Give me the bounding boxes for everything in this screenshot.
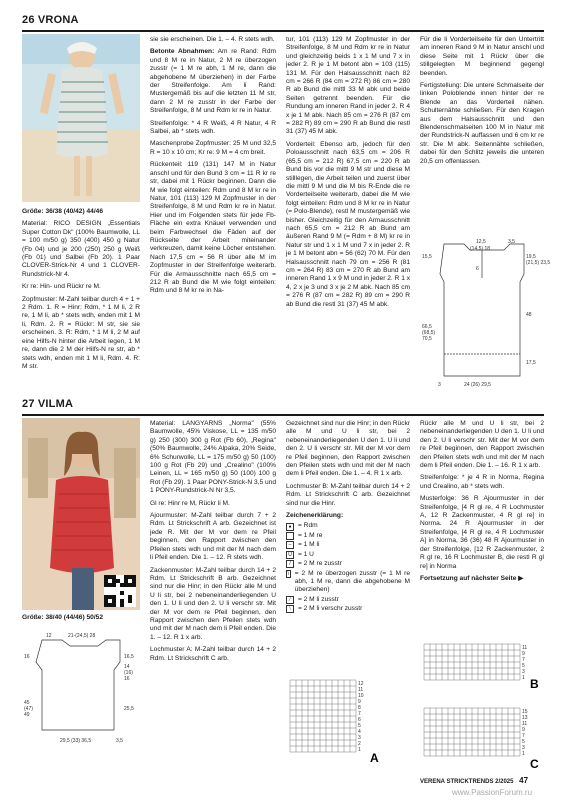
chart-row-number: 12 — [358, 681, 364, 687]
legend-item — [286, 522, 410, 530]
dim-25-5: 25,5 — [124, 706, 134, 712]
dim-48: 48 — [526, 312, 532, 318]
dim-16-left: 16 — [24, 654, 30, 660]
chart-row-number: 9 — [522, 651, 525, 657]
fertigstellung-vrona: Fertigstellung: Die untere Schmalseite der linken Poloblende innen hinter der re Blende an das Vorderteil nähen. Schulternähte schließen. Für den Kragen aus dem Halsausschnitt und den Blendenschmalseiten 100 M in Natur mit der Rundstrick-N auffassen und 6 cm kr re str. Die M abk. Seitennähte schließen, dabei für den Schlitz jeweils die unteren 20,5 cm offenlassen. — [420, 82, 544, 165]
dim-29-5-36-5: 29,5 (33) 36,5 — [60, 738, 92, 744]
col4-intro: Für die li Vorderteilseite für den Untertritt am inneren Rand 9 M in Natur anschl und diese Seite mit 1 Rückr über die stillgelegten M beginnend gegengl beenden. — [420, 36, 544, 77]
chart-row-number: 11 — [522, 645, 528, 651]
column-3-bottom — [286, 420, 410, 615]
dim-17-5: 17,5 — [526, 360, 536, 366]
legend-item — [286, 532, 410, 540]
column-4-bottom — [420, 420, 544, 587]
chart-row-number: 2 — [358, 741, 361, 747]
column-2-top — [150, 36, 276, 300]
dim-12: 12 — [46, 633, 52, 639]
maschenprobe-vrona: Maschenprobe Zopfmuster: 25 M und 32,5 R = 10 x 10 cm; Kr re: 9 M = 4 cm breit. — [150, 140, 276, 156]
section-rule-2 — [22, 414, 544, 416]
chart-row-number: 11 — [522, 721, 528, 727]
legend-item — [286, 560, 410, 568]
lochmuster-a-vilma: Lochmuster A: M-Zahl teilbar durch 14 + 2 Rdm. Lt Strickschrift C arb. — [150, 646, 276, 662]
chart-row-number: 3 — [522, 745, 525, 751]
rdm-symbol-icon: ● — [286, 523, 294, 531]
dim-21-28: 21-(24,5) 28 — [68, 633, 96, 639]
betonte-abnahmen — [150, 48, 276, 115]
chart-row-number: 8 — [358, 705, 361, 711]
legend-title: Zeichenerklärung: — [286, 512, 344, 520]
dim-24-26-29-5: 24 (26) 29,5 — [464, 382, 491, 388]
footer-text: VERENA STRICKTRENDS 2/2025 — [420, 779, 514, 785]
section-title-vilma: 27 VILMA — [22, 398, 74, 410]
chart-row-number: 7 — [358, 711, 361, 717]
chart-row-number: 9 — [522, 727, 525, 733]
chart-row-number: 3 — [358, 735, 361, 741]
chart-row-number: 5 — [358, 723, 361, 729]
dim-3-5-b: 3,5 — [116, 738, 123, 744]
dim-66-5: 66,5 — [422, 324, 432, 330]
p2tog-tbl-symbol-icon: ⧵ — [286, 605, 294, 613]
qr-code — [104, 575, 136, 607]
p2tog-symbol-icon: ⁄ — [286, 596, 294, 604]
dim-47: (47) — [24, 706, 33, 712]
lochmuster-b-vilma: Lochmuster B: M-Zahl teilbar durch 14 + 2 Rdm. Lt Strickschrift C arb. Gezeichnet sind nur die Hinr. — [286, 482, 410, 507]
legend-item-label: = 2 M re zusstr — [298, 560, 342, 568]
photo-vrona — [22, 34, 140, 202]
dim-3-5: 3,5 — [508, 239, 515, 245]
legend-item — [286, 596, 410, 604]
chart-row-number: 1 — [522, 751, 525, 757]
section-title-vrona: 26 VRONA — [22, 14, 79, 26]
knitting-chart-c — [420, 704, 544, 774]
chart-row-number: 9 — [358, 699, 361, 705]
dim-14: 14 — [124, 664, 130, 670]
chart-row-number: 1 — [522, 675, 525, 681]
legend-item-label: = 1 M re — [298, 531, 323, 539]
col3-continued: tur, 101 (113) 129 M Zopfmuster in der Streifenfolge, 8 M und Rdm kr re in Natur und gleichzeitig beids 1 x 1 M und 7 x in jeder 2. R je 1 M betont abn = 103 (115) 131 M. Für den Halsausschnitt nach 82 cm = 266 R (84 cm = 272 R) 86 cm = 280 R ab Bund die mittl 33 M abk und beide Seiten getrennt beenden. Für die Rundung am inneren Rand in jeder 2. R 4 x je 1 M abk. Nach 85 cm = 276 R (87 cm = 282 R) 89 cm = 290 R ab Bund die restl 31 (37) 45 M abk. — [286, 36, 410, 136]
fortsetzung-link[interactable]: Fortsetzung auf nächster Seite ▶ — [420, 574, 524, 582]
streifenfolge-vrona: Streifenfolge: * 4 R Weiß, 4 R Natur, 4 R Salbei, ab * stets wdh. — [150, 119, 276, 136]
legend-item-label: = 2 M li zusstr — [298, 595, 339, 603]
page-number: 47 — [519, 776, 529, 785]
dim-68-5: (68,5) — [422, 330, 436, 336]
dim-12-5: 12,5 — [476, 239, 486, 245]
col2-intro: sie sie erscheinen. Die 1. – 4. R stets wdh. — [150, 36, 275, 43]
chart-row-number: 5 — [522, 663, 525, 669]
rueckenteil-vrona: Rückenteil: 119 (131) 147 M in Natur anschl und für den Bund 3 cm = 11 R kr re str, dabei mit 1 Rückr beginnen. Dann die M wie folgt einteilen: Rdm und 8 M kr re in Natur, 101 (113) 129 M Zopfmuster in der Streifenfolge, 8 M und Rdm kr re in Natur. Hier und im Folgenden stets für jede Fb-Fläche ein extra Knäuel verwenden und beim Farbwechsel die Fäden auf der Rückseite der Arbeit miteinander verkreuzen, damit keine Löcher entstehen. Nach 17,5 cm = 56 R über alle M im Zopfmuster in der Streifenfolge weiterarb. Für die Armausschnitte nach 65,5 cm = 212 R ab Bund die M wie folgt einteilen: Rdm und 8 M kr re in Na- — [150, 161, 276, 295]
size-vilma: Größe: 38/40 (44/46) 50/52 — [22, 614, 104, 621]
knit-symbol-icon — [286, 532, 294, 540]
zopfmuster-vrona: Zopfmuster: M-Zahl teilbar durch 4 + 1 + 2 Rdm. 1. R = Hinr: Rdm, * 1 M li, 2 R re, 1 M li, ab * stets wdh, enden mit 1 M li, Rdm. 2. R = Rückr: M str, sie sie erscheinen. 3. R: Rdm, * 1 M li, 2 M auf eine Hilfs-N hinter die Arbeit legen, 1 M re, dann die 2 M der Hilfs-N re str, ab * stets wdh, enden mit 1 M li, Rdm. 4. R: M str. — [22, 295, 141, 370]
dim-70-5: 70,5 — [422, 336, 432, 342]
chart-row-number: 3 — [522, 669, 525, 675]
qr-code-graphic — [104, 575, 136, 607]
zackenmuster-vilma: Zackenmuster: M-Zahl teilbar durch 14 + 2 Rdm. Lt Strickschrift B arb. Gezeichnet sind nur die Hinr; in den Rückr alle M und U li str, bei 2 nebeneinanderliegenden U den 1. U li und den 2. U li verschr str. Mit der M vor dem re Pfeil beginnen, den Rapport zwischen den Pfeilen stets wdh und mit der M nach dem li Pfeil enden. Die 1. – 12. R 1 x arb. — [150, 566, 276, 641]
chart-row-number: 1 — [358, 747, 361, 753]
chart-row-number: 5 — [522, 739, 525, 745]
k2tog-symbol-icon: / — [286, 560, 294, 568]
dim-16-paren: (16) — [124, 670, 133, 676]
skp-symbol-icon: \ — [287, 570, 290, 577]
dim-19-5: 19,5 — [526, 254, 536, 260]
legend-list — [286, 522, 410, 613]
footer-publication — [420, 776, 528, 785]
size-vilma-box — [22, 614, 140, 626]
chart-row-number: 15 — [522, 709, 528, 715]
chart-row-number: 13 — [522, 715, 528, 721]
chart-row-number: 7 — [522, 657, 525, 663]
dim-16-right: 16 — [124, 676, 130, 682]
purl-symbol-icon: – — [286, 541, 294, 549]
dim-45: 45 — [24, 700, 30, 706]
chart-c-label: C — [530, 757, 539, 771]
legend-item — [286, 541, 410, 549]
legend-item — [286, 605, 410, 613]
dim-16-5: 16,5 — [124, 654, 134, 660]
yarn-over-symbol-icon: U — [286, 551, 294, 559]
dim-14-5-18: (14,5) 18 — [470, 246, 491, 252]
chart-row-number: 4 — [358, 729, 361, 735]
column-2-bottom — [150, 420, 276, 667]
dim-49: 49 — [24, 712, 30, 718]
legend-item-label: = 1 M li — [298, 541, 320, 549]
dim-6: 6 — [476, 266, 479, 272]
musterfolge-vilma: Musterfolge: 36 R Ajourmuster in der Streifenfolge, [4 R gl re, 4 R Lochmuster A, 12 R Zackenmuster, 4 R gl re] in Norma. 24 R Ajourmuster in der Streifenfolge, [4 R gl re, 4 R Lochmuster A] in Norma, 36 (36) 48 R Ajourmuster in der Streifenfolge, [12 R Zackenmuster, 2 R gl re, 16 R Lochmuster B, die restl R gl re] in Norma — [420, 495, 544, 570]
betonte-title: Betonte Abnahmen: — [150, 48, 215, 56]
dim-21-5-23-5: (21,5) 23,5 — [526, 260, 551, 266]
betonte-text: Am re Rand: Rdm und 8 M re in Natur, 2 M re überzogen zusstr (= 1 M re abh, 1 M re, dann die abgehobene M überziehen) in der Farbe der Streifenfolge. Am li Rand: Mustergemäß bis auf die letzten 11 M str, dann 2 M re zusstr in der Farbe der Streifenfolge, 8 M und Rdm kr re in Natur. — [150, 48, 276, 115]
legend-item-label: = 2 M li verschr zusstr — [298, 605, 363, 613]
ajourmuster-vilma: Ajourmuster: M-Zahl teilbar durch 7 + 2 Rdm. Lt Strickschrift A arb. Gezeichnet ist jede R. Mit der M vor dem re Pfeil beginnen, den Rapport zwischen den Pfeilen stets wdh und mit der M nach dem li Pfeil enden. Die 1. – 12. R stets wdh. — [150, 512, 276, 562]
chart-row-number: 7 — [522, 733, 525, 739]
photo-vrona-illustration — [22, 34, 140, 202]
legend-item — [286, 570, 410, 595]
gl-re-vilma: Gl re: Hinr re M, Rückr li M. — [150, 499, 230, 507]
chart-row-number: 10 — [358, 693, 364, 699]
streifenfolge-vilma: Streifenfolge: * je 4 R in Norma, Regina und Crealino, ab * stets wdh. — [420, 474, 544, 490]
col4-bottom-continued: Rückr alle M und U li str, bei 2 nebeneinanderliegenden U den 1. U li und den 2. U li verschr str. Mit der M vor dem re Pfeil beginnen, den Rapport zwischen den Pfeilen stets wdh und mit der M nach dem li Pfeil enden. Die 1. – 16. R 1 x arb. — [420, 420, 544, 470]
dim-3: 3 — [438, 382, 441, 388]
size-vrona: Größe: 36/38 (40/42) 44/46 — [22, 208, 104, 215]
kr-re-vrona: Kr re: Hin- und Rückr re M. — [22, 283, 101, 291]
column-1-top — [22, 208, 140, 375]
legend-item-label: = Rdm — [298, 522, 318, 530]
knitting-chart-a — [286, 676, 386, 772]
legend-item — [286, 551, 410, 559]
material-vrona: Material: RICO DESIGN „Essentials Super Cotton Dk" (100% Baumwolle, LL = 100 m/50 g) 350 (400) 450 g Natur (Fb 04) und je 200 (250) 250 g Weiß (Fb 01) und Salbei (Fb 20). 1 Paar CLOVER-Strick-Nr 4 und 1 CLOVER-Rundstrick-Nr 4. — [22, 220, 140, 278]
knitting-chart-b — [420, 640, 544, 704]
dim-15-5: 15,5 — [422, 254, 432, 260]
column-4-top — [420, 36, 544, 170]
section-rule — [22, 30, 544, 32]
chart-row-number: 11 — [358, 687, 364, 693]
chart-row-number: 6 — [358, 717, 361, 723]
schematic-vrona — [420, 238, 551, 390]
schematic-vilma — [22, 630, 142, 746]
vorderteil-vrona: Vorderteil: Ebenso arb, jedoch für den Polоausschnitt nach 63,5 cm = 206 R (65,5 cm = 212 R) 67,5 cm = 220 R ab Bund bis vor die mittl 9 M str und diese M stilllegen, die Arbeit teilen und zuerst über die mittl 9 M und die M bis R-Ende die re Vorderteilseite weiterarb, dabei die M wie folgt einteilen: Rdm und 8 M kr re in Natur (= Polo-Blende), restl M mustergemäß wie bisher. Gleichzeitig für den Armausschnitt nach 65,5 cm = 212 R ab Bund am äußeren Rand 9 M (= Rdm + 8 M) kr re in Natur str und 1 x 1 M und 7 x in jeder 2. R je 1 M betont abn = 56 (62) 70 M. Für den Halsausschnitt nach 79 cm = 256 R (81 cm = 264 R) 83 cm = 270 R ab Bund am inneren Rand 1 x 9 M und in jeder 2. R 1 x 4, 2 x je 3 und 3 x je 2 M abk. Nach 85 cm = 276 R (87 cm = 282 R) 89 cm = 290 R ab Bund die restl 31 (37) 45 M abk. — [286, 140, 410, 308]
chart-a-label: A — [370, 751, 379, 765]
column-3-top — [286, 36, 410, 313]
chart-b-label: B — [530, 677, 539, 691]
watermark: www.PassionForum.ru — [452, 788, 533, 797]
col3-bottom-continued: Gezeichnet sind nur die Hinr; in den Rückr alle M und U li str, bei 2 nebeneinanderliegenden U den 1. U li und den 2. U li verschr str. Mit der M vor dem re Pfeil beginnen, den Rapport zwischen den Pfeilen stets wdh und mit der M nach dem li Pfeil enden. Die 1. – 4. R 1 x arb. — [286, 420, 410, 478]
legend-item-label: = 1 U — [298, 550, 314, 558]
material-vilma: Material: LANGYARNS „Norma" (55% Baumwolle, 45% Viskose, LL = 135 m/50 g) 250 (300) 300 g Rot (Fb 60), „Regina" (50% Baumwolle, 24% Alpaka, 20% Seide, 6% Schurwolle, LL = 175 m/50 g) 50 (100) 100 g Rot (Fb 29) und „Crealino" (100% Leinen, LL = 165 m/50 g) 50 (100) 100 g Rot (Fb 29). 1 Paar PONY-Strick-N 3,5 und 1 PONY-Rundstrick-N Nr 3,5. — [150, 420, 276, 495]
legend-item-label: = 2 M re überzogen zusstr (= 1 M re abh, 1 M re, dann die abgehobene M überziehen) — [294, 569, 410, 594]
